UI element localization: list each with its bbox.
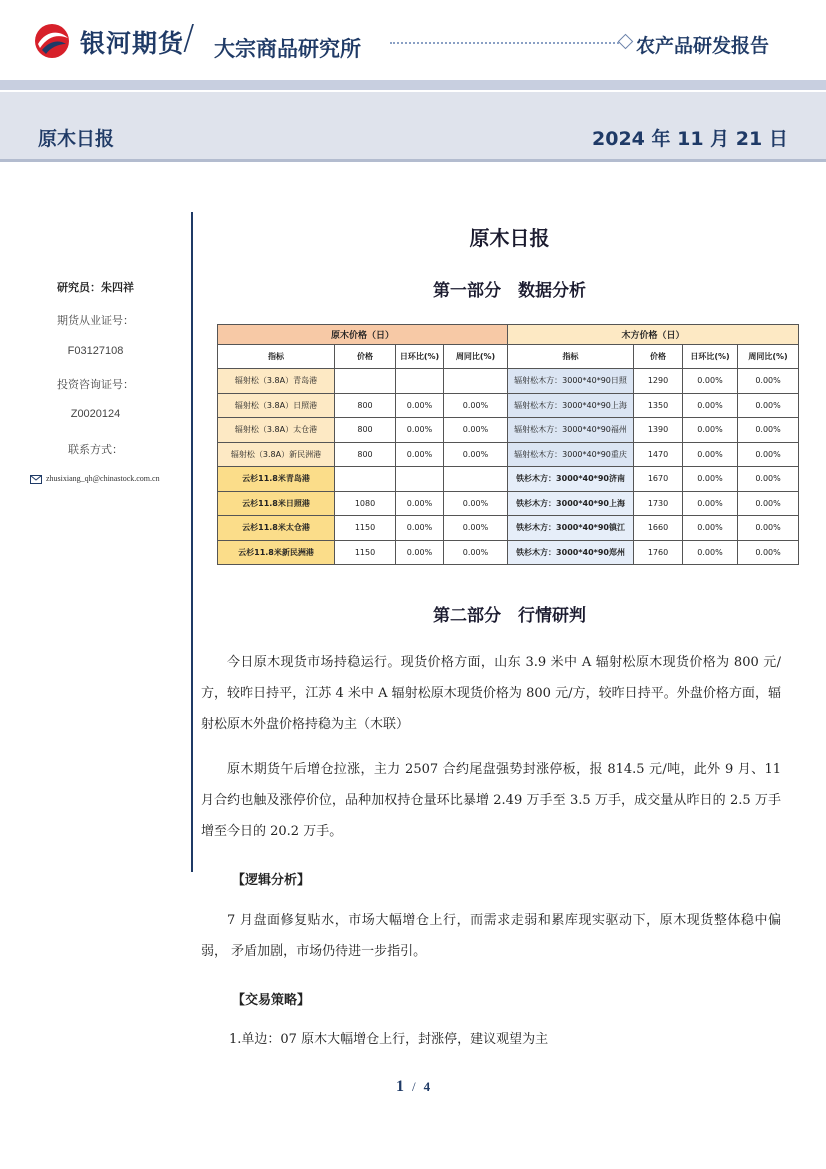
license-label: 期货从业证号： (57, 314, 134, 327)
table-row (218, 491, 799, 516)
value-cell (396, 369, 444, 394)
mail-icon (30, 475, 42, 484)
lumber-price-group-header: 木方价格（日） (508, 325, 799, 345)
column-header: 日环比(%) (396, 345, 444, 369)
value-cell: 0.00% (738, 369, 799, 394)
indicator-cell: 铁杉木方：3000*40*90郑州 (508, 540, 634, 565)
column-header: 日环比(%) (683, 345, 738, 369)
value-cell: 0.00% (683, 418, 738, 443)
value-cell (396, 467, 444, 492)
total-pages: 4 (423, 1079, 431, 1094)
value-cell: 1080 (335, 491, 396, 516)
value-cell (335, 369, 396, 394)
indicator-cell: 辐射松（3.8A）日照港 (218, 393, 335, 418)
advisory-number: Z0020124 (70, 408, 121, 420)
value-cell: 1670 (634, 467, 683, 492)
value-cell: 1730 (634, 491, 683, 516)
indicator-cell: 辐射松（3.8A）青岛港 (218, 369, 335, 394)
strategy-item: 1.单边：07 原木大幅增仓上行，封涨停，建议观望为主 (229, 1032, 549, 1047)
value-cell: 0.00% (738, 491, 799, 516)
value-cell: 800 (335, 393, 396, 418)
report-type: 农产品研发报告 (636, 35, 770, 57)
value-cell: 0.00% (738, 442, 799, 467)
value-cell: 0.00% (683, 540, 738, 565)
table-row (218, 442, 799, 467)
galaxy-futures-logo-icon (32, 22, 72, 60)
current-page: 1 (395, 1078, 404, 1095)
email-link[interactable]: zhusixiang_qh@chinastock.com.cn (46, 474, 160, 483)
log-price-group-header: 原木价格（日） (218, 325, 508, 345)
value-cell: 0.00% (683, 491, 738, 516)
value-cell: 0.00% (396, 491, 444, 516)
value-cell: 1660 (634, 516, 683, 541)
market-paragraph-futures: 原木期货午后增仓拉涨，主力 2507 合约尾盘强势封涨停板，报 814.5 元/吨，此外 9 月、11 月合约也触及涨停价位，品种加权持仓量环比暴增 2.49 万手至 3.5 万手，成交量从昨日的 2.5 万手增至今日的 20.2 万手。 (201, 762, 781, 839)
page-number (0, 1078, 826, 1096)
indicator-cell: 辐射松木方：3000*40*90福州 (508, 418, 634, 443)
column-header: 周同比(%) (444, 345, 508, 369)
header-divider: / (183, 18, 195, 58)
value-cell: 0.00% (396, 540, 444, 565)
value-cell: 0.00% (738, 393, 799, 418)
license-number: F03127108 (67, 345, 124, 357)
indicator-cell: 铁杉木方：3000*40*90上海 (508, 491, 634, 516)
value-cell: 0.00% (738, 418, 799, 443)
value-cell: 0.00% (444, 442, 508, 467)
value-cell: 0.00% (683, 442, 738, 467)
value-cell: 0.00% (444, 418, 508, 443)
value-cell: 1350 (634, 393, 683, 418)
table-row (218, 467, 799, 492)
column-header: 价格 (335, 345, 396, 369)
advisory-label: 投资咨询证号： (57, 378, 134, 391)
value-cell: 0.00% (396, 393, 444, 418)
value-cell: 0.00% (683, 516, 738, 541)
value-cell (335, 467, 396, 492)
market-paragraph-spot: 今日原木现货市场持稳运行。现货价格方面，山东 3.9 米中 A 辐射松原木现货价格为 800 元/方，较昨日持平，江苏 4 米中 A 辐射松原木现货价格为 800 元/方，较昨日持平。外盘价格方面，辐射松原木外盘价格持稳为主（木联） (201, 655, 781, 732)
researcher-name: 研究员：朱四祥 (57, 281, 134, 294)
table-row (218, 393, 799, 418)
value-cell: 0.00% (396, 418, 444, 443)
header-dotted-line (390, 42, 622, 44)
indicator-cell: 铁杉木方：3000*40*90镇江 (508, 516, 634, 541)
contact-label: 联系方式： (68, 443, 123, 456)
value-cell (444, 369, 508, 394)
value-cell: 0.00% (738, 540, 799, 565)
diamond-icon (618, 34, 634, 50)
value-cell: 1150 (335, 516, 396, 541)
value-cell: 0.00% (738, 516, 799, 541)
doc-date: 2024 年 11 月 21 日 (592, 128, 788, 150)
indicator-cell: 辐射松（3.8A）新民洲港 (218, 442, 335, 467)
table-row (218, 540, 799, 565)
indicator-cell: 铁杉木方：3000*40*90济南 (508, 467, 634, 492)
value-cell: 1290 (634, 369, 683, 394)
section-data-analysis: 第一部分 数据分析 (433, 281, 586, 301)
value-cell: 1470 (634, 442, 683, 467)
indicator-cell: 云杉11.8米日照港 (218, 491, 335, 516)
sidebar-divider (191, 212, 193, 872)
institute-name: 大宗商品研究所 (214, 37, 361, 61)
value-cell: 0.00% (444, 393, 508, 418)
value-cell: 0.00% (396, 442, 444, 467)
main-title: 原木日报 (469, 226, 550, 250)
trading-strategy-heading: 【交易策略】 (232, 993, 311, 1008)
value-cell: 0.00% (683, 467, 738, 492)
table-row (218, 418, 799, 443)
value-cell: 0.00% (396, 516, 444, 541)
indicator-cell: 辐射松木方：3000*40*90日照 (508, 369, 634, 394)
value-cell: 0.00% (738, 467, 799, 492)
indicator-cell: 辐射松木方：3000*40*90上海 (508, 393, 634, 418)
header-band-bottom (0, 159, 826, 162)
header-band-top (0, 80, 826, 90)
indicator-cell: 云杉11.8米太仓港 (218, 516, 335, 541)
table-row (218, 369, 799, 394)
value-cell: 1390 (634, 418, 683, 443)
value-cell: 0.00% (683, 369, 738, 394)
table-row (218, 516, 799, 541)
indicator-cell: 辐射松木方：3000*40*90重庆 (508, 442, 634, 467)
column-header: 周同比(%) (738, 345, 799, 369)
value-cell: 800 (335, 442, 396, 467)
value-cell: 1760 (634, 540, 683, 565)
brand-name: 银河期货 (80, 29, 185, 58)
column-header: 指标 (218, 345, 335, 369)
value-cell: 800 (335, 418, 396, 443)
value-cell: 0.00% (444, 540, 508, 565)
value-cell: 0.00% (683, 393, 738, 418)
indicator-cell: 云杉11.8米青岛港 (218, 467, 335, 492)
column-header: 价格 (634, 345, 683, 369)
column-header: 指标 (508, 345, 634, 369)
indicator-cell: 云杉11.8米新民洲港 (218, 540, 335, 565)
page-separator: / (411, 1079, 416, 1094)
price-table (217, 324, 799, 565)
doc-title: 原木日报 (38, 128, 115, 150)
logic-paragraph: 7 月盘面修复贴水，市场大幅增仓上行，而需求走弱和累库现实驱动下，原木现货整体稳中偏弱， 矛盾加剧，市场仍待进一步指引。 (201, 913, 781, 959)
section-market-analysis: 第二部分 行情研判 (433, 606, 586, 626)
value-cell: 1150 (335, 540, 396, 565)
value-cell: 0.00% (444, 516, 508, 541)
value-cell (444, 467, 508, 492)
indicator-cell: 辐射松（3.8A）太仓港 (218, 418, 335, 443)
logic-analysis-heading: 【逻辑分析】 (232, 873, 311, 888)
value-cell: 0.00% (444, 491, 508, 516)
